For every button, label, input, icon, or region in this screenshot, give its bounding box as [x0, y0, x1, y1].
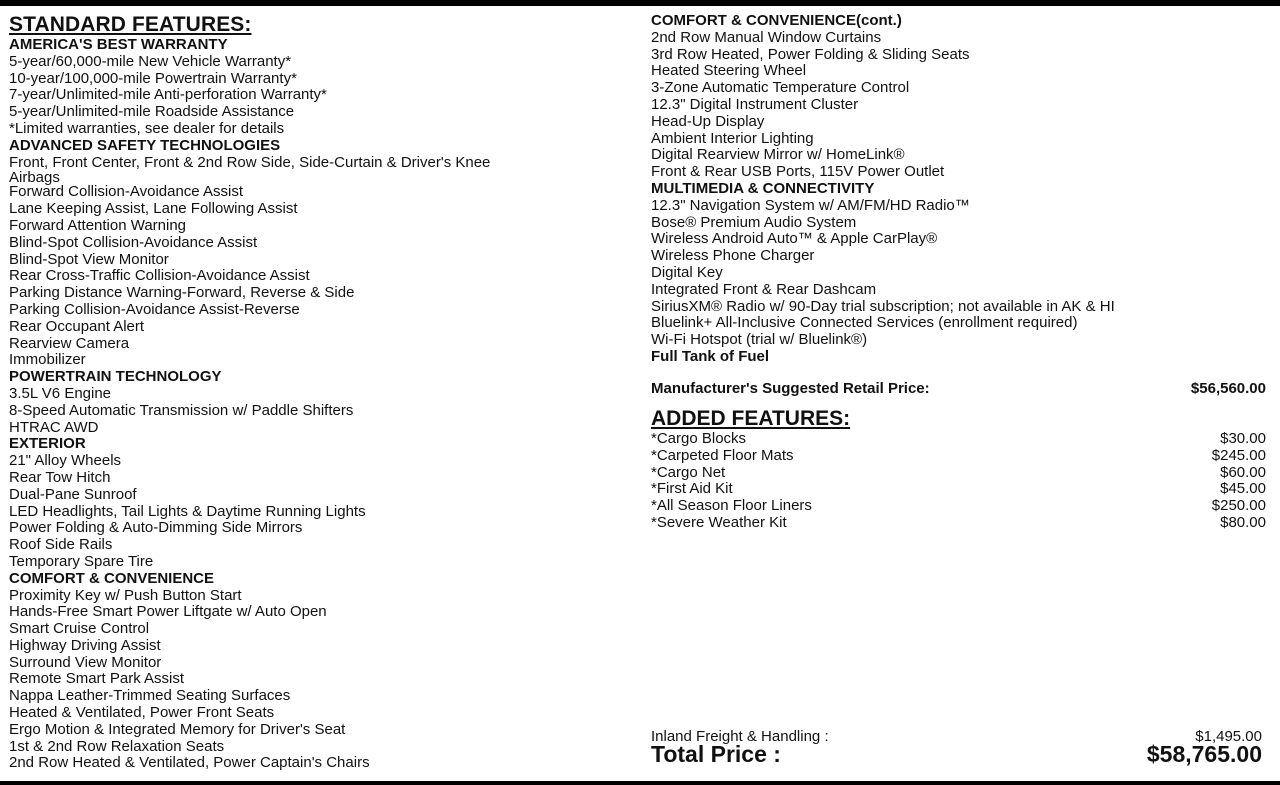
section-heading: EXTERIOR: [9, 435, 86, 453]
feature-item: Blind-Spot View Monitor: [9, 250, 169, 268]
added-features-title: ADDED FEATURES:: [651, 407, 851, 430]
added-feature-name: *Cargo Net: [651, 463, 726, 481]
feature-item: Proximity Key w/ Push Button Start: [9, 586, 242, 604]
feature-item: Wi-Fi Hotspot (trial w/ Bluelink®): [651, 331, 868, 349]
total-price-row: [651, 741, 1262, 768]
standard-features-title: STANDARD FEATURES:: [9, 13, 252, 36]
section-heading: COMFORT & CONVENIENCE(cont.): [651, 12, 902, 29]
feature-item: Rear Occupant Alert: [9, 317, 145, 335]
added-feature-name: *Cargo Blocks: [651, 430, 747, 447]
added-feature-row: [651, 431, 1266, 448]
added-features-list: [651, 431, 1266, 532]
section-heading: COMFORT & CONVENIENCE: [9, 569, 215, 587]
standard-features-continued-list: [651, 13, 1271, 349]
feature-item: *Limited warranties, see dealer for details: [9, 119, 285, 137]
feature-item: Heated & Ventilated, Power Front Seats: [9, 704, 275, 722]
feature-item: Front & Rear USB Ports, 115V Power Outlet: [651, 163, 945, 181]
msrp-row: [651, 380, 1266, 397]
feature-item: Airbags: [9, 169, 60, 187]
added-feature-name: *First Aid Kit: [651, 480, 733, 498]
added-feature-row: [651, 515, 1266, 532]
feature-item: Blind-Spot Collision-Avoidance Assist: [9, 233, 258, 251]
feature-item: Rearview Camera: [9, 334, 130, 352]
feature-item: HTRAC AWD: [9, 418, 99, 436]
feature-item: Head-Up Display: [651, 112, 765, 130]
standard-features-column: [9, 13, 609, 772]
feature-item: 12.3" Digital Instrument Cluster: [651, 95, 859, 113]
feature-item: Nappa Leather-Trimmed Seating Surfaces: [9, 687, 291, 705]
feature-item: 12.3" Navigation System w/ AM/FM/HD Radio™: [651, 196, 970, 214]
added-feature-price: $60.00: [1220, 463, 1266, 481]
feature-item: Surround View Monitor: [9, 653, 162, 671]
feature-item: Ambient Interior Lighting: [651, 129, 814, 147]
feature-item: Parking Distance Warning-Forward, Reverse & Side: [9, 284, 355, 302]
section-heading: ADVANCED SAFETY TECHNOLOGIES: [9, 136, 281, 154]
bottom-border: [0, 781, 1280, 785]
full-tank-line: Full Tank of Fuel: [651, 347, 770, 365]
added-feature-price: $30.00: [1220, 430, 1266, 447]
feature-item: 5-year/Unlimited-mile Roadside Assistance: [9, 103, 295, 121]
added-feature-name: *All Season Floor Liners: [651, 497, 812, 515]
feature-item: Parking Collision-Avoidance Assist-Reverse: [9, 300, 300, 318]
feature-item: Wireless Android Auto™ & Apple CarPlay®: [651, 230, 938, 248]
total-price-label: Total Price :: [651, 741, 781, 767]
feature-item: 1st & 2nd Row Relaxation Seats: [9, 737, 225, 755]
feature-item: Temporary Spare Tire: [9, 552, 154, 570]
feature-item: Highway Driving Assist: [9, 636, 161, 654]
section-heading: AMERICA'S BEST WARRANTY: [9, 36, 228, 53]
feature-item: Heated Steering Wheel: [651, 62, 807, 80]
freight-label: Inland Freight & Handling :: [651, 728, 829, 745]
added-feature-price: $250.00: [1211, 497, 1266, 515]
feature-item: 21" Alloy Wheels: [9, 452, 122, 470]
feature-item: 3-Zone Automatic Temperature Control: [651, 79, 910, 97]
feature-item: 2nd Row Heated & Ventilated, Power Captain's Chairs: [9, 754, 370, 772]
feature-item: Integrated Front & Rear Dashcam: [651, 280, 877, 298]
added-feature-name: *Carpeted Floor Mats: [651, 446, 794, 464]
feature-item: 7-year/Unlimited-mile Anti-perforation Warranty*: [9, 86, 327, 104]
feature-item: LED Headlights, Tail Lights & Daytime Running Lights: [9, 502, 366, 520]
added-feature-row: [651, 498, 1266, 515]
feature-item: Remote Smart Park Assist: [9, 670, 185, 688]
feature-item: 2nd Row Manual Window Curtains: [651, 28, 882, 46]
feature-item: Rear Tow Hitch: [9, 468, 111, 486]
feature-item: Lane Keeping Assist, Lane Following Assist: [9, 200, 298, 218]
added-feature-price: $245.00: [1211, 446, 1266, 464]
added-feature-price: $45.00: [1220, 480, 1266, 498]
added-feature-name: *Severe Weather Kit: [651, 513, 787, 531]
feature-item: 3.5L V6 Engine: [9, 384, 112, 402]
feature-item: Bluelink+ All-Inclusive Connected Services (enrollment required): [651, 314, 1078, 332]
feature-item: Immobilizer: [9, 351, 86, 369]
feature-item: Power Folding & Auto-Dimming Side Mirrors: [9, 519, 303, 537]
added-feature-row: [651, 448, 1266, 465]
feature-item: Rear Cross-Traffic Collision-Avoidance Assist: [9, 267, 310, 285]
msrp-label: Manufacturer's Suggested Retail Price:: [651, 380, 930, 397]
added-feature-row: [651, 465, 1266, 482]
total-price-value: $58,765.00: [1146, 741, 1262, 767]
feature-item: 3rd Row Heated, Power Folding & Sliding Seats: [651, 45, 970, 63]
feature-item: Forward Attention Warning: [9, 216, 187, 234]
feature-item: 5-year/60,000-mile New Vehicle Warranty*: [9, 52, 292, 70]
feature-item: Dual-Pane Sunroof: [9, 485, 137, 503]
feature-item: Digital Key: [651, 263, 723, 281]
added-feature-row: [651, 481, 1266, 498]
section-heading: MULTIMEDIA & CONNECTIVITY: [651, 179, 875, 197]
top-border: [0, 0, 1280, 6]
feature-item: 10-year/100,000-mile Powertrain Warranty*: [9, 69, 297, 87]
feature-item: Wireless Phone Charger: [651, 247, 815, 265]
feature-item: Roof Side Rails: [9, 536, 113, 554]
msrp-value: $56,560.00: [1190, 380, 1266, 397]
feature-item: Hands-Free Smart Power Liftgate w/ Auto Open: [9, 603, 327, 621]
feature-item: Front, Front Center, Front & 2nd Row Side, Side-Curtain & Driver's Knee: [9, 153, 491, 171]
feature-item: Digital Rearview Mirror w/ HomeLink®: [651, 146, 905, 164]
feature-item: Smart Cruise Control: [9, 620, 150, 638]
section-heading: POWERTRAIN TECHNOLOGY: [9, 368, 222, 386]
freight-value: $1,495.00: [1195, 728, 1262, 745]
feature-item: Ergo Motion & Integrated Memory for Driver's Seat: [9, 720, 346, 738]
feature-item: Bose® Premium Audio System: [651, 213, 857, 231]
feature-item: Forward Collision-Avoidance Assist: [9, 183, 243, 201]
standard-features-list: [9, 37, 609, 772]
feature-item: SiriusXM® Radio w/ 90-Day trial subscription; not available in AK & HI: [651, 297, 1115, 315]
added-feature-price: $80.00: [1220, 513, 1266, 531]
standard-features-continued-column: [651, 13, 1271, 366]
feature-item: 8-Speed Automatic Transmission w/ Paddle Shifters: [9, 401, 354, 419]
